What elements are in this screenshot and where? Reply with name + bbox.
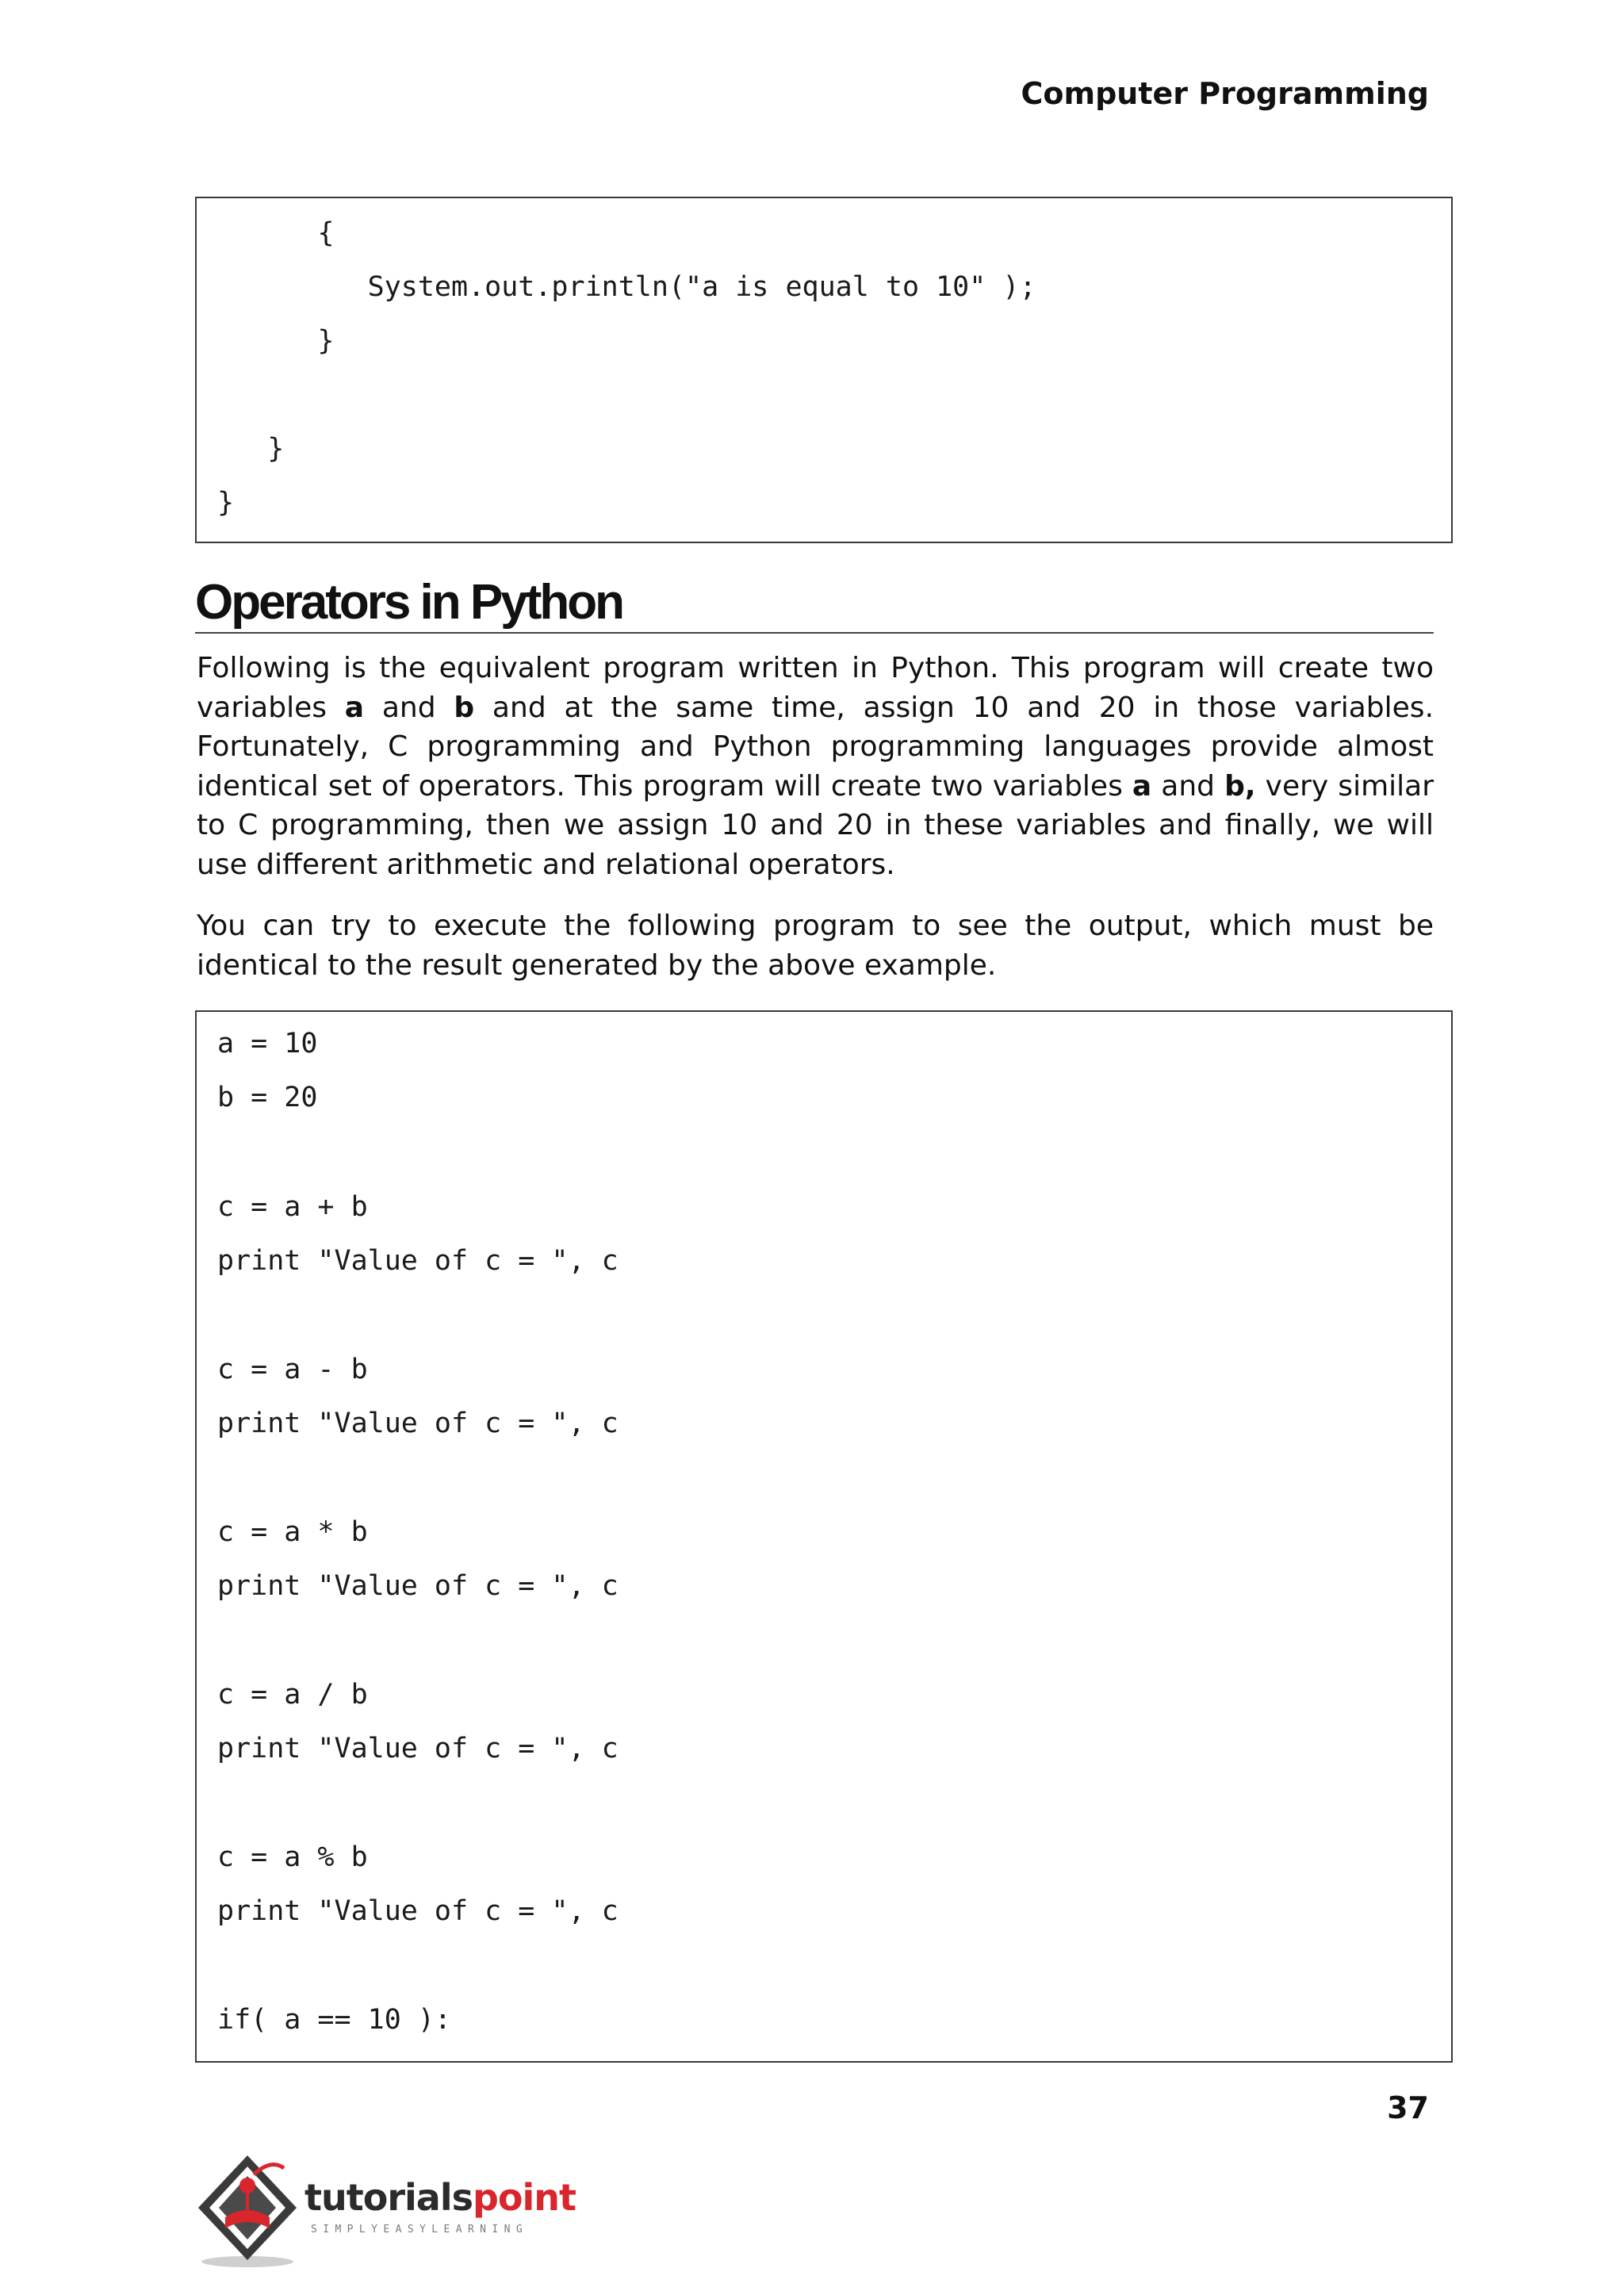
text-run: and — [1151, 769, 1225, 803]
tutorialspoint-logo — [193, 2151, 606, 2270]
intro-paragraph — [197, 649, 1434, 885]
code-block-python — [195, 1010, 1453, 2063]
code-line: c = a + b — [217, 1191, 368, 1223]
code-line: c = a / b — [217, 1679, 368, 1711]
code-line: } — [217, 325, 335, 357]
logo-tagline: SIMPLYEASYLEARNING — [311, 2224, 529, 2236]
bold-variable-b: b, — [1224, 769, 1256, 803]
code-line: { — [217, 217, 335, 249]
logo-word-point: point — [472, 2176, 576, 2219]
code-line: print "Value of c = ", c — [217, 1733, 619, 1764]
code-line: print "Value of c = ", c — [217, 1245, 619, 1277]
running-header: Computer Programming — [1021, 76, 1429, 111]
code-line: print "Value of c = ", c — [217, 1570, 619, 1602]
execute-paragraph: You can try to execute the following program to see the output, which must be identical to the result generated by the above example. — [197, 910, 1434, 982]
section-title: Operators in Python — [195, 575, 622, 630]
code-line: print "Value of c = ", c — [217, 1895, 619, 1927]
code-line: if( a == 10 ): — [217, 2004, 452, 2036]
logo-diamond-icon — [193, 2151, 304, 2270]
code-line: System.out.println("a is equal to 10" ); — [217, 271, 1036, 303]
code-line: a = 10 — [217, 1028, 318, 1059]
code-line: b = 20 — [217, 1082, 318, 1113]
bold-variable-b: b — [454, 691, 475, 724]
text-run: Following is the equivalent program written in Python. This program will create two variables — [197, 652, 1434, 724]
code-line: c = a - b — [217, 1354, 368, 1385]
page-number: 37 — [1387, 2090, 1429, 2125]
code-line: print "Value of c = ", c — [217, 1408, 619, 1439]
bold-variable-a: a — [1132, 769, 1152, 803]
title-underline — [195, 632, 1434, 634]
logo-word-tutorials: tutorials — [304, 2176, 473, 2219]
bold-variable-a: a — [344, 691, 365, 724]
text-run: and at the same time, assign 10 and 20 in those variables. Fortunately, C programming and Python programming languages provide almost identical set of operators. This program will create two variables — [197, 691, 1434, 803]
logo-wordmark — [304, 2176, 576, 2219]
code-line: c = a % b — [217, 1841, 368, 1873]
code-line: } — [217, 433, 285, 465]
text-run: very similar to C programming, then we assign 10 and 20 in these variables and finally, we will use different arithmetic and relational operators. — [197, 769, 1434, 881]
code-block-java-continued — [195, 197, 1453, 543]
code-line: c = a * b — [217, 1516, 368, 1548]
text-run: and — [364, 691, 454, 724]
code-line: } — [217, 487, 235, 519]
